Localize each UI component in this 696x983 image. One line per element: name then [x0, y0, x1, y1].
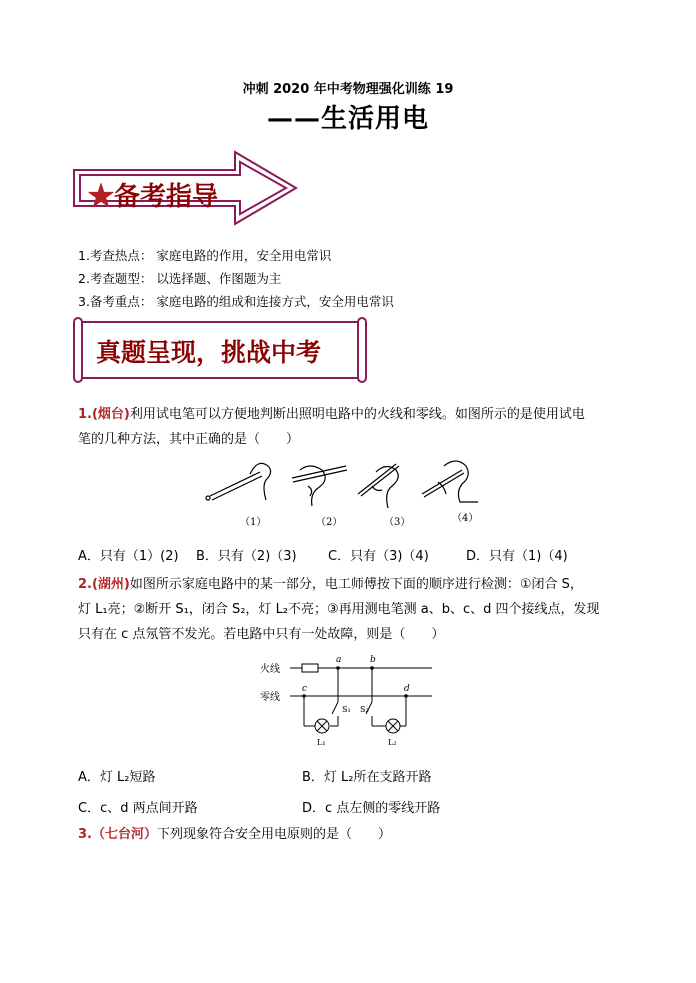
- banner-exam-title: 真题呈现，挑战中考: [96, 338, 322, 367]
- q1-option-c: C．只有（3)（4): [328, 549, 429, 564]
- doc-subtitle: 冲刺 2020 年中考物理强化训练 19: [242, 82, 454, 97]
- label-live: 火线: [260, 664, 280, 675]
- label-l1: L₁: [317, 738, 326, 747]
- q2-option-a: A．灯 L₂短路: [78, 770, 156, 785]
- q1-option-d: D．只有（1)（4): [466, 549, 568, 564]
- banner-guide-title: ★备考指导: [88, 182, 219, 212]
- star-icon: ★: [88, 182, 115, 212]
- label-b: b: [370, 655, 376, 665]
- guide-item-1: 1.考查热点： 家庭电路的作用，安全用电常识: [78, 248, 332, 263]
- question-3: 3.（七台河）下列现象符合安全用电原则的是（ ）: [78, 827, 392, 842]
- figure-label-2: （2）: [316, 517, 343, 528]
- question-1: 1.(烟台)利用试电笔可以方便地判断出照明电路中的火线和零线。如图所示的是使用试电 笔的几种方法，其中正确的是（ ）: [78, 407, 585, 447]
- guide-item-2: 2.考查题型： 以选择题、作图题为主: [78, 271, 282, 286]
- label-a: a: [336, 655, 342, 665]
- q2-option-b: B．灯 L₂所在支路开路: [302, 770, 432, 785]
- doc-title: ——生活用电: [266, 104, 429, 134]
- circuit-diagram: [260, 652, 440, 750]
- figure-label-3: （3）: [384, 517, 411, 528]
- q1-option-a: A．只有（1）(2): [78, 549, 179, 564]
- q1-option-b: B．只有（2)（3): [196, 549, 297, 564]
- question-2: 2.(湖州)如图所示家庭电路中的某一部分，电工师傅按下面的顺序进行检测：①闭合 S， 灯 L₁亮；②断开 S₁，闭合 S₂，灯 L₂不亮；③再用测电笔测 a、b、c、d 四个接线点，发现 只有在 c 点氖管不发光。若电路中只有一处故障，则是（ ）: [78, 577, 600, 642]
- label-s1: S₁: [342, 705, 351, 714]
- q2-option-d: D．c 点左侧的零线开路: [302, 801, 441, 816]
- label-neutral: 零线: [260, 692, 280, 703]
- label-s2: S₂: [360, 705, 369, 714]
- guide-item-3: 3.备考重点： 家庭电路的组成和连接方式，安全用电常识: [78, 294, 394, 309]
- label-c: c: [302, 684, 308, 694]
- label-d: d: [404, 684, 410, 694]
- figure-label-1: （1）: [240, 517, 267, 528]
- label-l2: L₂: [388, 738, 397, 747]
- figure-label-4: （4）: [452, 513, 479, 524]
- q2-option-c: C．c、d 两点间开路: [78, 801, 198, 816]
